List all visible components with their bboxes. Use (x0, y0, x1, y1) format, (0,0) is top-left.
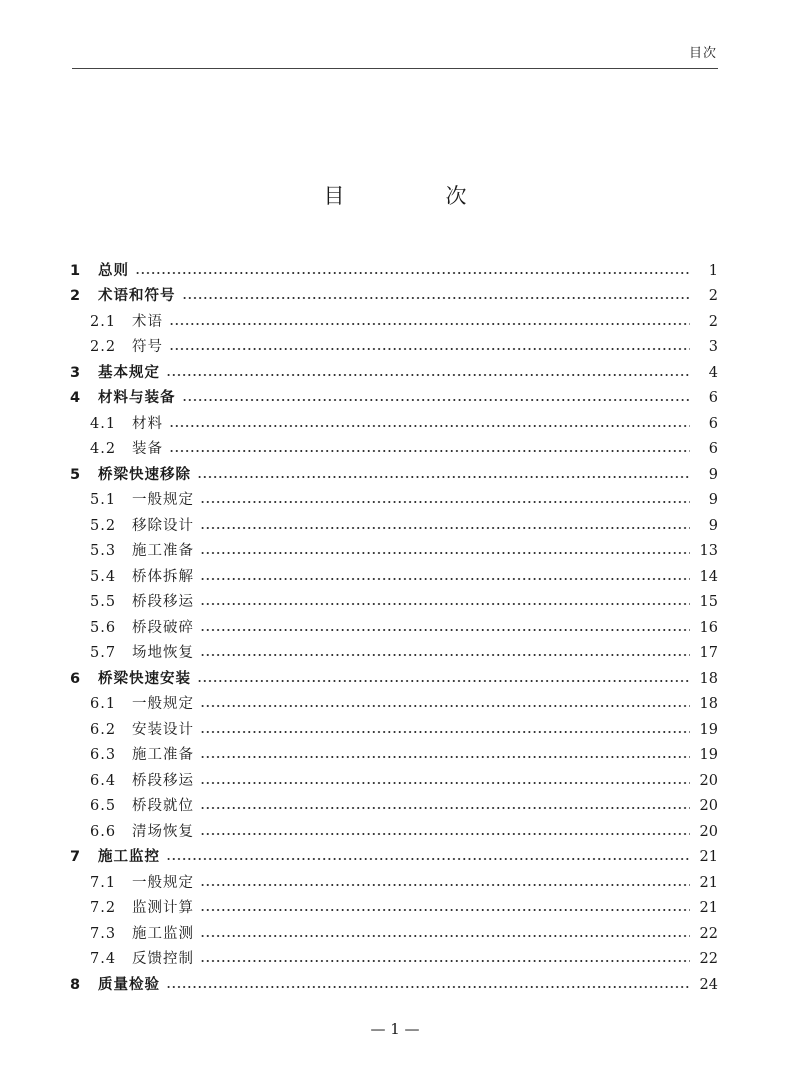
toc-section-7-3[interactable] (70, 921, 718, 947)
toc-section-4-1[interactable] (70, 411, 718, 437)
toc-entry-page: 17 (699, 645, 718, 662)
toc-dot-leader (200, 551, 690, 555)
toc-entry-page: 21 (699, 900, 718, 917)
toc-entry-number: 6.3 (90, 747, 117, 764)
toc-dot-leader (200, 832, 690, 836)
page-number: — 1 — (370, 1020, 420, 1038)
toc-entry-number: 5.5 (90, 594, 117, 611)
toc-entry-label: 移除设计 (132, 517, 194, 534)
toc-section-5-7[interactable] (70, 641, 718, 667)
toc-dot-leader (200, 781, 690, 785)
toc-section-5-3[interactable] (70, 539, 718, 565)
toc-entry-number: 5.3 (90, 543, 117, 560)
toc-entry-number: 2.1 (90, 313, 117, 330)
toc-entry-page: 19 (699, 721, 718, 738)
toc-dot-leader (182, 296, 691, 300)
toc-entry-number: 2.2 (90, 339, 117, 356)
toc-entry-label: 桥梁快速移除 (98, 466, 191, 483)
toc-entry-label: 术语和符号 (98, 288, 176, 305)
toc-dot-leader (169, 322, 690, 326)
toc-section-5-5[interactable] (70, 590, 718, 616)
toc-entry-label: 桥段移运 (132, 772, 194, 789)
toc-entry-label: 清场恢复 (132, 823, 194, 840)
toc-entry-label: 总则 (98, 262, 129, 279)
toc-section-7-4[interactable] (70, 947, 718, 973)
toc-dot-leader (135, 271, 690, 275)
toc-entry-page: 1 (708, 262, 718, 279)
toc-chapter-7[interactable] (70, 845, 718, 871)
toc-entry-label: 桥体拆解 (132, 568, 194, 585)
toc-dot-leader (200, 628, 690, 632)
toc-entry-page: 3 (708, 339, 718, 356)
toc-entry-number: 2 (70, 288, 81, 305)
toc-section-5-6[interactable] (70, 615, 718, 641)
toc-entry-page: 22 (699, 925, 718, 942)
toc-entry-label: 施工监控 (98, 849, 160, 866)
toc-entry-number: 4 (70, 390, 81, 407)
toc-entry-label: 反馈控制 (132, 951, 194, 968)
toc-entry-number: 5 (70, 466, 81, 483)
toc-entry-number: 6.5 (90, 798, 117, 815)
toc-chapter-4[interactable] (70, 386, 718, 412)
toc-entry-number: 7.1 (90, 874, 117, 891)
toc-entry-label: 桥梁快速安装 (98, 670, 191, 687)
toc-section-7-2[interactable] (70, 896, 718, 922)
toc-dot-leader (200, 908, 690, 912)
toc-dot-leader (182, 398, 691, 402)
toc-entry-number: 4.2 (90, 441, 117, 458)
toc-dot-leader (200, 883, 690, 887)
toc-entry-page: 2 (708, 288, 718, 305)
toc-entry-label: 施工准备 (132, 543, 194, 560)
toc-entry-number: 6.6 (90, 823, 117, 840)
toc-entry-label: 安装设计 (132, 721, 194, 738)
toc-section-6-4[interactable] (70, 768, 718, 794)
toc-section-6-1[interactable] (70, 692, 718, 718)
header-rule (72, 68, 718, 69)
toc-entry-page: 15 (699, 594, 718, 611)
toc-entry-label: 一般规定 (132, 492, 194, 509)
toc-entry-label: 质量检验 (98, 976, 160, 993)
toc-section-5-1[interactable] (70, 488, 718, 514)
toc-entry-page: 20 (699, 772, 718, 789)
toc-entry-page: 24 (699, 976, 718, 993)
toc-entry-label: 桥段就位 (132, 798, 194, 815)
toc-chapter-8[interactable] (70, 972, 718, 998)
toc-entry-number: 7.2 (90, 900, 117, 917)
toc-entry-label: 装备 (132, 441, 163, 458)
toc-entry-label: 一般规定 (132, 874, 194, 891)
toc-dot-leader (200, 730, 690, 734)
toc-section-4-2[interactable] (70, 437, 718, 463)
toc-entry-number: 7 (70, 849, 81, 866)
toc-section-2-2[interactable] (70, 335, 718, 361)
toc-entry-number: 7.3 (90, 925, 117, 942)
toc-section-2-1[interactable] (70, 309, 718, 335)
toc-entry-number: 5.6 (90, 619, 117, 636)
toc-entry-label: 材料 (132, 415, 163, 432)
toc-entry-number: 5.1 (90, 492, 117, 509)
toc-dot-leader (169, 347, 690, 351)
toc-dot-leader (200, 526, 690, 530)
toc-entry-label: 符号 (132, 339, 163, 356)
toc-entry-page: 6 (708, 415, 718, 432)
toc-entry-page: 2 (708, 313, 718, 330)
toc-entry-number: 5.4 (90, 568, 117, 585)
toc-entry-number: 6 (70, 670, 81, 687)
toc-entry-page: 21 (699, 849, 718, 866)
toc-entry-page: 21 (699, 874, 718, 891)
toc-dot-leader (200, 500, 690, 504)
toc-entry-page: 9 (708, 466, 718, 483)
toc-chapter-3[interactable] (70, 360, 718, 386)
toc-section-6-3[interactable] (70, 743, 718, 769)
toc-chapter-6[interactable] (70, 666, 718, 692)
toc-section-7-1[interactable] (70, 870, 718, 896)
toc-entry-page: 6 (708, 390, 718, 407)
toc-dot-leader (197, 475, 690, 479)
toc-entry-number: 6.4 (90, 772, 117, 789)
toc-entry-label: 材料与装备 (98, 390, 176, 407)
toc-dot-leader (166, 985, 690, 989)
table-of-contents (70, 258, 718, 998)
toc-dot-leader (200, 602, 690, 606)
toc-section-6-2[interactable] (70, 717, 718, 743)
toc-dot-leader (197, 679, 690, 683)
toc-entry-number: 5.7 (90, 645, 117, 662)
toc-entry-page: 14 (699, 568, 718, 585)
toc-entry-label: 施工准备 (132, 747, 194, 764)
toc-dot-leader (166, 373, 690, 377)
toc-entry-label: 施工监测 (132, 925, 194, 942)
toc-entry-number: 8 (70, 976, 81, 993)
toc-dot-leader (200, 577, 690, 581)
running-header: 目次 (688, 46, 717, 61)
toc-entry-page: 13 (699, 543, 718, 560)
toc-entry-label: 术语 (132, 313, 163, 330)
toc-entry-label: 场地恢复 (132, 645, 194, 662)
toc-entry-number: 1 (70, 262, 81, 279)
toc-dot-leader (200, 755, 690, 759)
toc-entry-page: 20 (699, 798, 718, 815)
toc-dot-leader (200, 653, 690, 657)
toc-section-5-4[interactable] (70, 564, 718, 590)
toc-entry-page: 16 (699, 619, 718, 636)
toc-chapter-5[interactable] (70, 462, 718, 488)
toc-entry-number: 7.4 (90, 951, 117, 968)
toc-dot-leader (200, 934, 690, 938)
toc-entry-page: 19 (699, 747, 718, 764)
toc-entry-page: 22 (699, 951, 718, 968)
toc-entry-page: 20 (699, 823, 718, 840)
toc-dot-leader (166, 857, 690, 861)
toc-dot-leader (169, 424, 690, 428)
toc-entry-page: 6 (708, 441, 718, 458)
toc-dot-leader (200, 806, 690, 810)
toc-entry-number: 5.2 (90, 517, 117, 534)
toc-entry-label: 一般规定 (132, 696, 194, 713)
toc-entry-page: 4 (708, 364, 718, 381)
toc-entry-page: 18 (699, 696, 718, 713)
toc-section-6-5[interactable] (70, 794, 718, 820)
toc-entry-label: 桥段移运 (132, 594, 194, 611)
toc-chapter-1[interactable] (70, 258, 718, 284)
toc-section-6-6[interactable] (70, 819, 718, 845)
toc-dot-leader (200, 704, 690, 708)
toc-entry-page: 18 (699, 670, 718, 687)
toc-section-5-2[interactable] (70, 513, 718, 539)
toc-entry-number: 6.2 (90, 721, 117, 738)
toc-entry-page: 9 (708, 492, 718, 509)
toc-title: 目 次 (323, 184, 507, 208)
toc-chapter-2[interactable] (70, 284, 718, 310)
toc-dot-leader (200, 959, 690, 963)
toc-entry-number: 3 (70, 364, 81, 381)
toc-entry-label: 桥段破碎 (132, 619, 194, 636)
toc-entry-label: 监测计算 (132, 900, 194, 917)
toc-entry-number: 6.1 (90, 696, 117, 713)
toc-entry-page: 9 (708, 517, 718, 534)
toc-dot-leader (169, 449, 690, 453)
toc-entry-label: 基本规定 (98, 364, 160, 381)
toc-entry-number: 4.1 (90, 415, 117, 432)
